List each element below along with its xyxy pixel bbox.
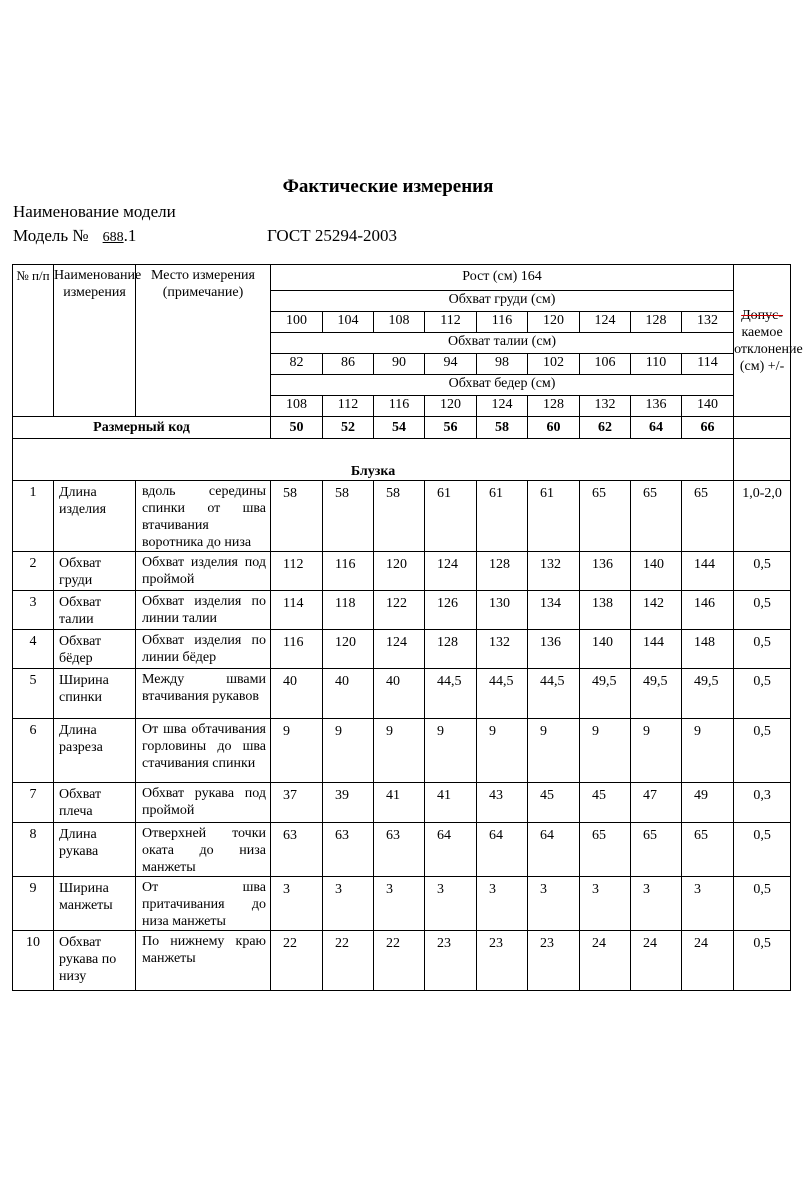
row-name: Ширина манжеты — [54, 877, 136, 931]
row-tolerance: 0,5 — [734, 630, 791, 669]
row-value: 24 — [631, 931, 682, 991]
row-value: 24 — [580, 931, 631, 991]
row-value: 3 — [631, 877, 682, 931]
row-value: 49,5 — [580, 669, 631, 719]
row-value: 116 — [323, 552, 374, 591]
row-number: 1 — [13, 481, 54, 552]
row-value: 130 — [477, 591, 528, 630]
row-value: 49 — [682, 783, 734, 823]
hips-size-cell: 128 — [528, 396, 580, 417]
header-name: Наименование измерения — [54, 265, 136, 417]
row-value: 142 — [631, 591, 682, 630]
table-row — [13, 877, 791, 931]
row-value: 49,5 — [682, 669, 734, 719]
document-title: Фактические измерения — [282, 176, 494, 197]
row-value: 132 — [477, 630, 528, 669]
row-tolerance: 0,5 — [734, 591, 791, 630]
size-code-cell: 56 — [425, 417, 477, 439]
row-value: 45 — [580, 783, 631, 823]
model-number-value: 688 — [102, 230, 124, 245]
row-value: 65 — [682, 823, 734, 877]
row-value: 43 — [477, 783, 528, 823]
table-row — [13, 481, 791, 552]
size-code-label: Размерный код — [13, 417, 271, 439]
tolerance-struck-text: Допус- — [741, 307, 784, 323]
chest-size-cell: 116 — [477, 312, 528, 333]
model-number-label: Модель № — [13, 226, 89, 245]
row-value: 118 — [323, 591, 374, 630]
row-value: 61 — [528, 481, 580, 552]
row-value: 9 — [323, 719, 374, 783]
standard-label: ГОСТ 25294-2003 — [267, 226, 398, 245]
row-value: 134 — [528, 591, 580, 630]
row-value: 138 — [580, 591, 631, 630]
row-tolerance: 0,5 — [734, 669, 791, 719]
row-number: 3 — [13, 591, 54, 630]
row-tolerance: 0,5 — [734, 552, 791, 591]
waist-size-cell: 86 — [323, 354, 374, 375]
row-value: 124 — [425, 552, 477, 591]
chest-size-cell: 120 — [528, 312, 580, 333]
table-row — [13, 719, 791, 783]
row-value: 40 — [323, 669, 374, 719]
table-row — [13, 591, 791, 630]
row-value: 58 — [374, 481, 425, 552]
row-value: 65 — [682, 481, 734, 552]
row-tolerance: 0,3 — [734, 783, 791, 823]
row-value: 65 — [631, 823, 682, 877]
model-number-suffix: .1 — [123, 226, 137, 245]
measurements-table — [12, 264, 803, 991]
row-note: По нижнему краю манжеты — [136, 931, 271, 991]
size-code-cell: 62 — [580, 417, 631, 439]
row-value: 132 — [528, 552, 580, 591]
row-value: 140 — [580, 630, 631, 669]
section-title: Блузка — [13, 439, 734, 481]
row-tolerance: 0,5 — [734, 877, 791, 931]
row-note: От шва обтачивания горловины до шва стачивания спинки — [136, 719, 271, 783]
row-value: 136 — [580, 552, 631, 591]
row-name: Ширина спинки — [54, 669, 136, 719]
hips-size-cell: 136 — [631, 396, 682, 417]
header-chest-label: Обхват груди (см) — [271, 291, 734, 312]
size-code-cell: 54 — [374, 417, 425, 439]
row-value: 64 — [528, 823, 580, 877]
row-name: Обхват плеча — [54, 783, 136, 823]
row-value: 22 — [323, 931, 374, 991]
row-value: 64 — [477, 823, 528, 877]
row-value: 128 — [425, 630, 477, 669]
table-row — [13, 630, 791, 669]
row-value: 23 — [477, 931, 528, 991]
row-value: 114 — [271, 591, 323, 630]
row-name: Обхват рукава по низу — [54, 931, 136, 991]
row-value: 41 — [425, 783, 477, 823]
header-hips-label: Обхват бедер (см) — [271, 375, 734, 396]
size-code-cell: 50 — [271, 417, 323, 439]
row-value: 144 — [682, 552, 734, 591]
size-code-tolerance-cell — [734, 417, 791, 439]
row-value: 144 — [631, 630, 682, 669]
hips-size-cell: 116 — [374, 396, 425, 417]
waist-size-cell: 82 — [271, 354, 323, 375]
row-value: 9 — [682, 719, 734, 783]
row-value: 9 — [528, 719, 580, 783]
waist-size-cell: 110 — [631, 354, 682, 375]
row-value: 3 — [477, 877, 528, 931]
row-value: 22 — [374, 931, 425, 991]
row-value: 41 — [374, 783, 425, 823]
row-value: 65 — [580, 823, 631, 877]
hips-size-cell: 120 — [425, 396, 477, 417]
row-value: 126 — [425, 591, 477, 630]
row-value: 9 — [425, 719, 477, 783]
row-value: 44,5 — [425, 669, 477, 719]
row-value: 9 — [374, 719, 425, 783]
row-value: 23 — [425, 931, 477, 991]
row-value: 40 — [271, 669, 323, 719]
row-note: Между швами втачивания рукавов — [136, 669, 271, 719]
row-value: 63 — [374, 823, 425, 877]
header-tolerance — [734, 265, 803, 417]
row-number: 4 — [13, 630, 54, 669]
row-value: 120 — [374, 552, 425, 591]
row-value: 148 — [682, 630, 734, 669]
waist-size-cell: 90 — [374, 354, 425, 375]
row-value: 124 — [374, 630, 425, 669]
row-number: 10 — [13, 931, 54, 991]
row-note: Обхват изделия по линии талии — [136, 591, 271, 630]
chest-size-cell: 108 — [374, 312, 425, 333]
row-value: 9 — [477, 719, 528, 783]
header-number: № п/п — [13, 265, 54, 417]
row-value: 64 — [425, 823, 477, 877]
waist-size-cell: 94 — [425, 354, 477, 375]
row-value: 61 — [477, 481, 528, 552]
row-value: 58 — [323, 481, 374, 552]
table-row — [13, 552, 791, 591]
row-value: 3 — [323, 877, 374, 931]
hips-size-cell: 132 — [580, 396, 631, 417]
row-note: Отверхней точки оката до низа манжеты — [136, 823, 271, 877]
row-value: 9 — [271, 719, 323, 783]
row-value: 44,5 — [528, 669, 580, 719]
row-value: 128 — [477, 552, 528, 591]
row-value: 3 — [271, 877, 323, 931]
chest-size-cell: 124 — [580, 312, 631, 333]
row-value: 40 — [374, 669, 425, 719]
chest-size-cell: 132 — [682, 312, 734, 333]
row-value: 45 — [528, 783, 580, 823]
row-note: Обхват рукава под проймой — [136, 783, 271, 823]
hips-size-cell: 124 — [477, 396, 528, 417]
row-value: 9 — [580, 719, 631, 783]
row-number: 6 — [13, 719, 54, 783]
header-place: Место измерения (примечание) — [136, 265, 271, 417]
chest-size-cell: 100 — [271, 312, 323, 333]
size-code-cell: 64 — [631, 417, 682, 439]
row-value: 146 — [682, 591, 734, 630]
row-value: 120 — [323, 630, 374, 669]
row-number: 9 — [13, 877, 54, 931]
row-name: Длина изделия — [54, 481, 136, 552]
row-value: 37 — [271, 783, 323, 823]
header-height: Рост (см) 164 — [271, 265, 734, 291]
row-value: 140 — [631, 552, 682, 591]
size-code-cell: 66 — [682, 417, 734, 439]
row-tolerance: 0,5 — [734, 931, 791, 991]
section-tolerance-cell — [734, 439, 791, 481]
chest-size-cell: 128 — [631, 312, 682, 333]
row-name: Обхват бёдер — [54, 630, 136, 669]
row-tolerance: 0,5 — [734, 719, 791, 783]
chest-size-cell: 112 — [425, 312, 477, 333]
row-number: 7 — [13, 783, 54, 823]
row-number: 5 — [13, 669, 54, 719]
row-value: 3 — [682, 877, 734, 931]
row-tolerance: 1,0-2,0 — [734, 481, 791, 552]
row-name: Обхват талии — [54, 591, 136, 630]
row-name: Длина разреза — [54, 719, 136, 783]
row-value: 49,5 — [631, 669, 682, 719]
chest-size-cell: 104 — [323, 312, 374, 333]
row-value: 116 — [271, 630, 323, 669]
row-value: 136 — [528, 630, 580, 669]
row-value: 44,5 — [477, 669, 528, 719]
row-note: Обхват изделия под проймой — [136, 552, 271, 591]
hips-size-cell: 140 — [682, 396, 734, 417]
row-value: 3 — [528, 877, 580, 931]
row-value: 9 — [631, 719, 682, 783]
waist-size-cell: 106 — [580, 354, 631, 375]
hips-size-cell: 112 — [323, 396, 374, 417]
size-code-cell: 52 — [323, 417, 374, 439]
row-number: 8 — [13, 823, 54, 877]
row-value: 47 — [631, 783, 682, 823]
model-number — [13, 226, 136, 246]
row-value: 65 — [580, 481, 631, 552]
row-value: 39 — [323, 783, 374, 823]
table-row — [13, 669, 791, 719]
hips-size-cell: 108 — [271, 396, 323, 417]
size-code-cell: 58 — [477, 417, 528, 439]
row-note: вдоль середины спинки от шва втачивания воротника до низа — [136, 481, 271, 552]
waist-size-cell: 114 — [682, 354, 734, 375]
row-value: 63 — [323, 823, 374, 877]
row-value: 23 — [528, 931, 580, 991]
tolerance-rest-text: каемое отклонение (см) +/- — [734, 324, 803, 374]
table-row — [13, 783, 791, 823]
waist-size-cell: 98 — [477, 354, 528, 375]
row-value: 122 — [374, 591, 425, 630]
row-value: 58 — [271, 481, 323, 552]
row-note: От шва притачивания до низа манжеты — [136, 877, 271, 931]
table-row — [13, 931, 791, 991]
table-row — [13, 823, 791, 877]
row-value: 22 — [271, 931, 323, 991]
row-tolerance: 0,5 — [734, 823, 791, 877]
header-waist-label: Обхват талии (см) — [271, 333, 734, 354]
row-note: Обхват изделия по линии бёдер — [136, 630, 271, 669]
row-value: 63 — [271, 823, 323, 877]
row-name: Длина рукава — [54, 823, 136, 877]
row-value: 112 — [271, 552, 323, 591]
row-name: Обхват груди — [54, 552, 136, 591]
row-number: 2 — [13, 552, 54, 591]
model-name-label: Наименование модели — [13, 202, 176, 221]
row-value: 3 — [580, 877, 631, 931]
row-value: 3 — [425, 877, 477, 931]
row-value: 24 — [682, 931, 734, 991]
row-value: 65 — [631, 481, 682, 552]
row-value: 3 — [374, 877, 425, 931]
row-value: 61 — [425, 481, 477, 552]
size-code-cell: 60 — [528, 417, 580, 439]
waist-size-cell: 102 — [528, 354, 580, 375]
